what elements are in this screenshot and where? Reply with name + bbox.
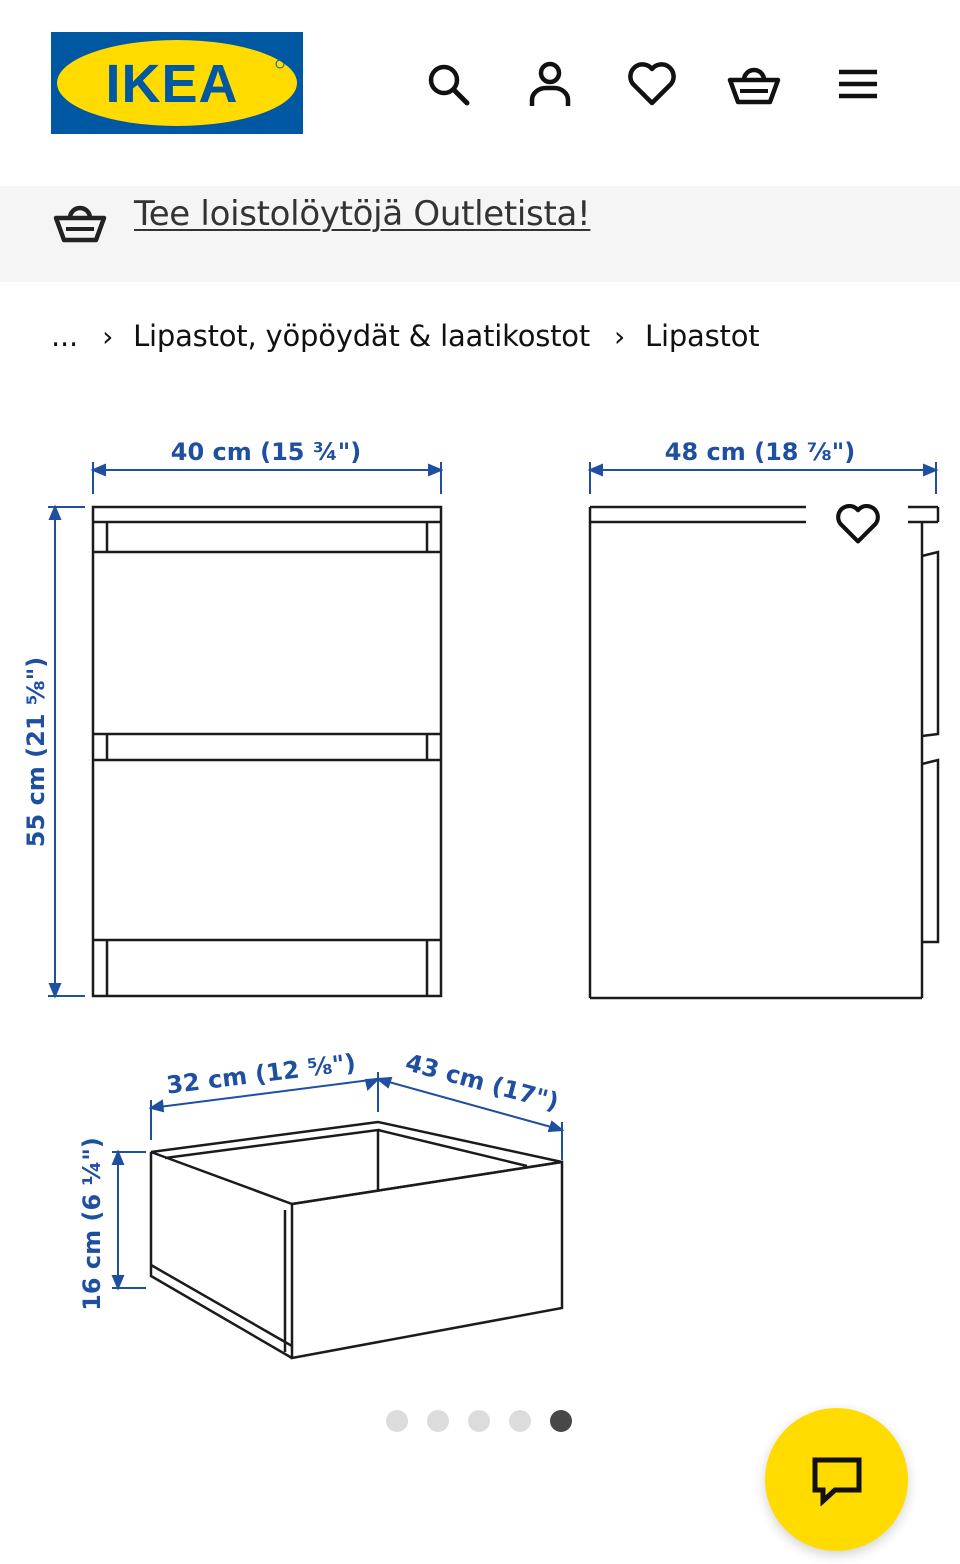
carousel-dot[interactable] [386,1410,408,1432]
chevron-right-icon: › [102,319,114,353]
basket-icon [52,198,108,250]
carousel-dot[interactable] [509,1410,531,1432]
ikea-logo[interactable] [51,32,303,134]
dimension-drawer-depth: 43 cm (17") [402,1048,562,1117]
menu-icon[interactable] [830,56,886,112]
heart-icon [835,502,881,546]
chevron-right-icon: › [614,319,626,353]
dimension-front-width: 40 cm (15 ¾") [170,438,362,466]
search-icon[interactable] [420,56,476,112]
basket-icon[interactable] [726,56,782,112]
chat-icon [809,1454,865,1506]
logo-text: IKEA [105,54,239,114]
breadcrumb-item-current[interactable]: Lipastot [645,319,760,353]
breadcrumb-ellipsis[interactable]: ... [51,319,79,353]
product-dimension-image [0,400,960,1390]
carousel-dot[interactable] [468,1410,490,1432]
dimension-height: 55 cm (21 ⅝") [22,656,50,848]
carousel-dot[interactable] [427,1410,449,1432]
favourites-icon[interactable] [624,56,680,112]
site-header [0,0,960,186]
account-icon[interactable] [522,56,578,112]
breadcrumb [51,316,759,356]
carousel-dot[interactable] [550,1410,572,1432]
dimension-side-depth: 48 cm (18 ⅞") [664,438,856,466]
outlet-link[interactable]: Tee loistolöytöjä Outletista! [134,194,591,234]
chat-button[interactable] [765,1408,908,1551]
dimension-drawer-height: 16 cm (6 ¼") [78,1137,106,1311]
carousel-indicator [386,1410,572,1432]
add-to-favourites-button[interactable] [830,496,886,552]
dimension-drawer-width: 32 cm (12 ⅝") [164,1048,358,1100]
breadcrumb-item-category[interactable]: Lipastot, yöpöydät & laatikostot [133,319,591,353]
